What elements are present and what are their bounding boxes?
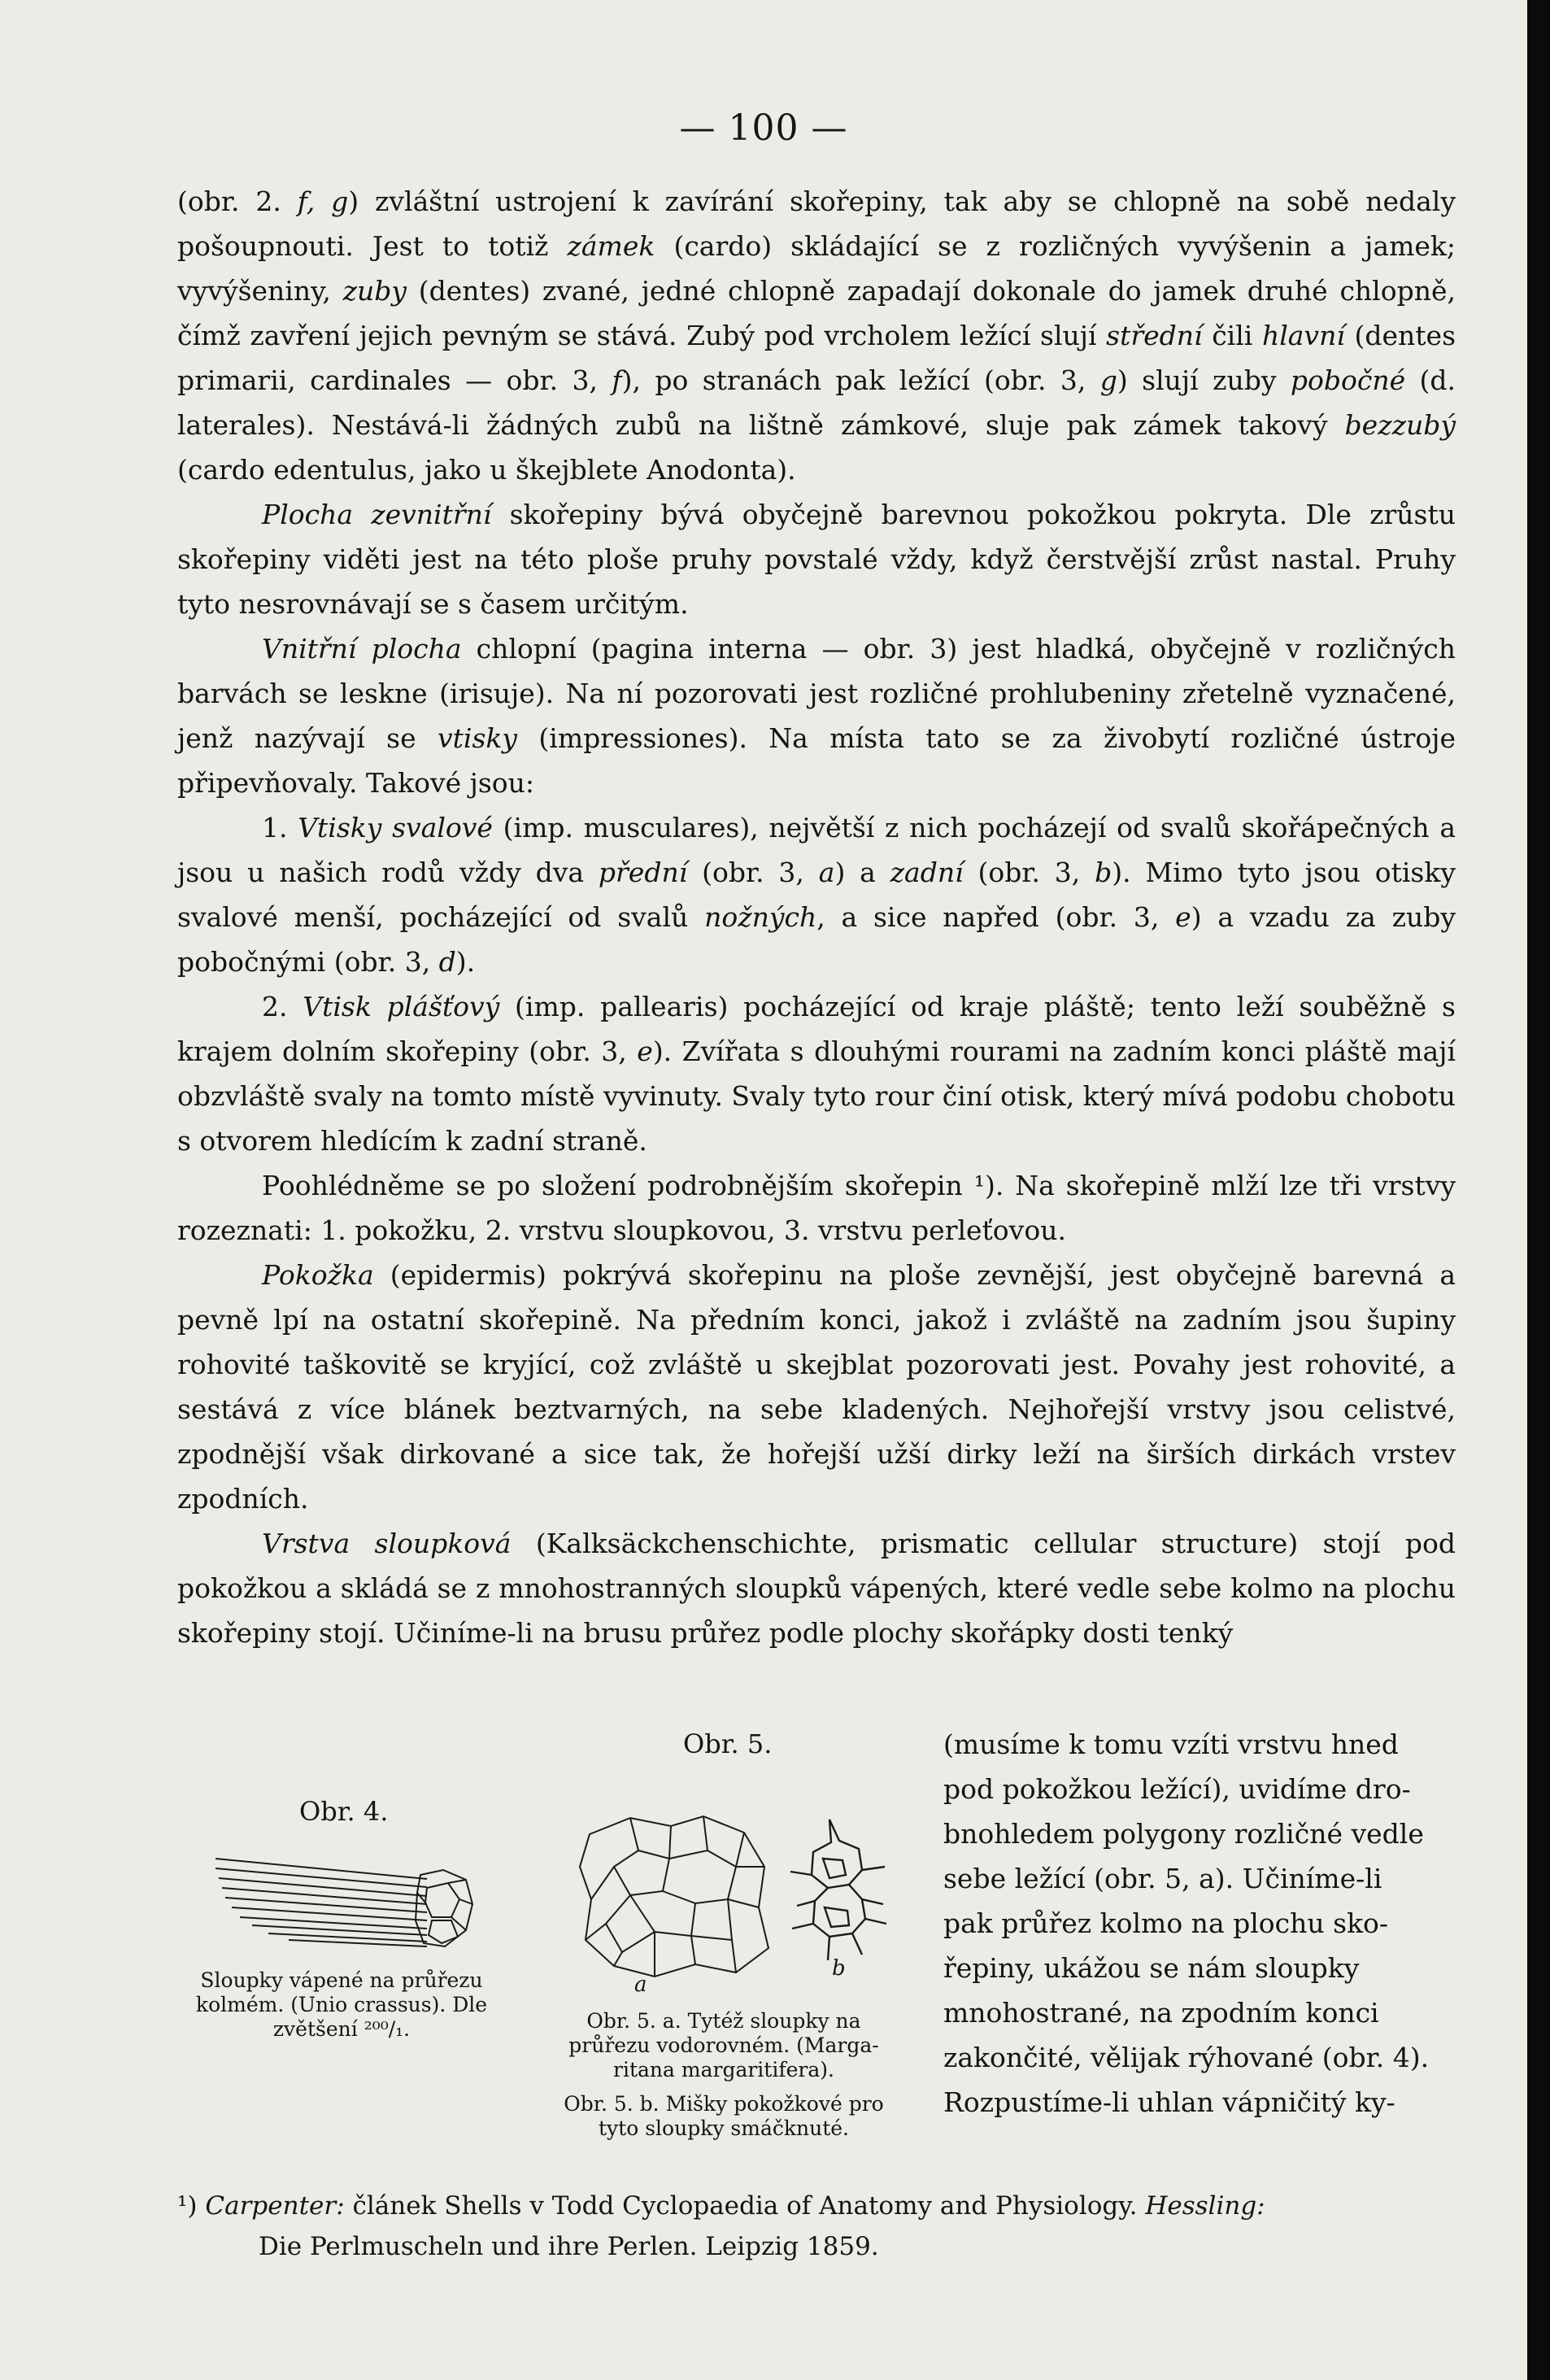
text-run: (obr. 2. — [177, 185, 298, 217]
text-run: (dentes primarii, cardinales — obr. 3, — [177, 320, 1456, 396]
italic-term: Vtisky svalové — [298, 812, 493, 843]
paragraph — [177, 805, 1456, 984]
figure-5a-polygon-illustration — [573, 1810, 777, 1981]
text-run: (epidermis) pokrývá skořepinu na ploše zevnější, jest obyčejně barevná a pevně lpí na ostatní skořepině. Na předním konci, jakož i zvláště na zadním jsou šupiny rohovité taškovitě se kryjící, což zvláště u skejblat pozorovati jest. Povahy jest rohovité, a sestává z více blánek beztvarných, na sebe kladených. Nejhořejší vrstvy jsou celistvé, zpodnější však dirkované a sice tak, že hořejší užší dirky leží na širších dirkách vrstev zpodních. — [177, 1259, 1456, 1515]
footnote-line-2: Die Perlmuscheln und ihre Perlen. Leipzig 1859. — [259, 2232, 879, 2261]
text-run: čili — [1202, 320, 1262, 351]
italic-term: Pokožka — [262, 1259, 374, 1291]
text-run: skořepiny bývá obyčejně barevnou pokožkou pokryta. Dle zrůstu skořepiny viděti jest na této ploše pruhy povstalé vždy, když čerstvější zrůst nastal. Pruhy tyto nesrovnávají se s časem určitým. — [177, 499, 1456, 620]
text-run: (obr. 3, — [687, 857, 819, 888]
caption-line: zvětšení ²⁰⁰/₁. — [272, 2017, 411, 2041]
caption-line: tyto sloupky smáčknuté. — [599, 2116, 849, 2140]
text-run: článek Shells v Todd Cyclopaedia of Anatomy and Physiology. — [344, 2191, 1146, 2221]
italic-term: d — [438, 946, 456, 978]
wrap-line: Rozpustíme-li uhlan vápničitý ky- — [943, 2086, 1395, 2118]
italic-term: Vrstva sloupková — [262, 1528, 512, 1559]
text-run: (imp. musculares), největší z nich pocházejí od svalů skořápečných a jsou u našich rodů vždy dva — [177, 812, 1456, 888]
body-text — [177, 179, 1456, 1655]
italic-term: e — [637, 1035, 653, 1067]
text-run: (dentes) zvané, jedné chlopně zapadají dokonale do jamek druhé chlopně, čímž zavření jejich pevným se stává. Zubý pod vrcholem ležící slují — [177, 275, 1456, 351]
text-run: , a sice napřed (obr. 3, — [816, 901, 1176, 933]
text-run: ) a — [834, 857, 890, 888]
text-run: ) a vzadu za zuby pobočnými (obr. 3, — [177, 901, 1456, 978]
wrap-line: (musíme k tomu vzíti vrstvu hned — [943, 1728, 1399, 1760]
caption-line: Obr. 5. b. Mišky pokožkové pro — [564, 2092, 884, 2116]
text-run: ¹) — [177, 2191, 206, 2221]
figure-4-label: Obr. 4. — [299, 1796, 389, 1827]
paragraph — [177, 1521, 1456, 1655]
italic-term: vtisky — [438, 722, 518, 754]
italic-term: f — [612, 364, 622, 396]
text-run: (obr. 3, — [963, 857, 1095, 888]
wrap-line: sebe ležící (obr. 5, a). Učiníme-li — [943, 1863, 1382, 1894]
wrap-line: zakončité, vělijak rýhované (obr. 4). — [943, 2042, 1430, 2073]
caption-line: průřezu vodorovném. (Marga- — [568, 2033, 879, 2057]
footnote — [177, 2186, 1456, 2267]
italic-term: bezzubý — [1344, 409, 1456, 441]
italic-term: Plocha zevnitřní — [262, 499, 492, 530]
text-run: ) zvláštní ustrojení k zavírání skořepiny, tak aby se chlopně na sobě nedaly pošoupnouti. Jest to totiž — [177, 185, 1456, 262]
text-run: (impressiones). Na místa tato se za živobytí rozličné ústroje připevňovaly. Takové jsou: — [177, 722, 1456, 799]
text-run: ) slují zuby — [1117, 364, 1291, 396]
italic-term: Carpenter: — [205, 2191, 345, 2221]
text-run: Poohlédněme se po složení podrobnějším skořepin ¹). Na skořepině mlží lze tři vrstvy rozeznati: 1. pokožku, 2. vrstvu sloupkovou, 3. vrstvu perleťovou. — [177, 1170, 1456, 1246]
italic-term: přední — [598, 857, 688, 888]
text-run: ). Mimo tyto jsou otisky svalové menší, pocházející od svalů — [177, 857, 1456, 933]
italic-term: nožných — [704, 901, 817, 933]
text-run: ). Zvířata s dlouhými rourami na zadním konci pláště mají obzvláště svaly na tomto místě vyvinuty. Svaly tyto rour činí otisk, který mívá podobu chobotu s otvorem hledícím k zadní straně. — [177, 1035, 1456, 1157]
figure-5-label: Obr. 5. — [683, 1728, 773, 1759]
italic-term: zuby — [342, 275, 407, 307]
text-run: (cardo edentulus, jako u škejblete Anodonta). — [177, 454, 796, 486]
figure-4-caption — [163, 1968, 520, 2042]
caption-line: Sloupky vápené na průřezu — [200, 1968, 483, 1992]
italic-term: Vnitřní plocha — [262, 633, 462, 665]
wrap-line: řepiny, ukážou se nám sloupky — [943, 1952, 1360, 1984]
paragraph — [177, 626, 1456, 805]
paragraph — [177, 984, 1456, 1163]
italic-term: a — [818, 857, 835, 888]
caption-line: Obr. 5. a. Tytéž sloupky na — [586, 2009, 861, 2033]
figure-4-prisms-illustration — [207, 1842, 484, 1964]
italic-term: f, g — [297, 185, 349, 217]
paragraph — [177, 1253, 1456, 1521]
text-run: 1. — [262, 812, 298, 843]
wrap-line: bnohledem polygony rozličné vedle — [943, 1818, 1424, 1850]
italic-term: hlavní — [1261, 320, 1345, 351]
figure-5b-letter: b — [832, 1956, 846, 1981]
text-run: 2. — [262, 991, 303, 1022]
text-run: ), po stranách pak ležící (obr. 3, — [621, 364, 1100, 396]
text-run: (Kalksäckchenschichte, prismatic cellular structure) stojí pod pokožkou a skládá se z mnohostranných sloupků vápených, které vedle sebe kolmo na plochu skořepiny stojí. Učiníme-li na brusu průřez podle plochy skořápky dosti tenký — [177, 1528, 1456, 1649]
paragraph — [177, 1163, 1456, 1253]
italic-term: zámek — [567, 230, 655, 262]
figure-5b-cells-illustration — [781, 1810, 895, 1972]
text-run: (cardo) skládající se z rozličných vyvýšenin a jamek; vyvýšeniny, — [177, 230, 1456, 307]
italic-term: b — [1095, 857, 1112, 888]
wrap-line: mnohostrané, na zpodním konci — [943, 1997, 1379, 2029]
wrap-line: pak průřez kolmo na plochu sko- — [943, 1907, 1389, 1939]
footnote-line-1 — [177, 2186, 1456, 2226]
paragraph — [177, 179, 1456, 492]
italic-term: střední — [1106, 320, 1203, 351]
figure-5b-caption — [520, 2092, 927, 2141]
text-run: chlopní (pagina interna — obr. 3) jest hladká, obyčejně v rozličných barvách se leskne (irisuje). Na ní pozorovati jest rozličné prohlubeniny zřetelně vyznačené, jenž nazývají se — [177, 633, 1456, 754]
scan-border — [1527, 0, 1550, 2380]
figure-5a-caption — [520, 2009, 927, 2082]
paragraph — [177, 492, 1456, 626]
page-number: — 100 — — [679, 107, 848, 149]
figure-5a-letter: a — [634, 1972, 647, 1997]
italic-term: pobočné — [1290, 364, 1406, 396]
italic-term: zadní — [890, 857, 964, 888]
italic-term: Hessling: — [1145, 2191, 1265, 2221]
text-run: ). — [455, 946, 476, 978]
wrap-line: pod pokožkou ležící), uvidíme dro- — [943, 1773, 1411, 1805]
italic-term: Vtisk plášťový — [303, 991, 500, 1022]
italic-term: g — [1099, 364, 1117, 396]
italic-term: e — [1175, 901, 1191, 933]
caption-line: ritana margaritifera). — [613, 2058, 834, 2081]
caption-line: kolmém. (Unio crassus). Dle — [195, 1993, 488, 2016]
text-run: (imp. pallearis) pocházející od kraje pláště; tento leží souběžně s krajem dolním skořepiny (obr. 3, — [177, 991, 1456, 1067]
text-run: (d. laterales). Nestává-li žádných zubů na lištně zámkové, sluje pak zámek takový — [177, 364, 1456, 441]
